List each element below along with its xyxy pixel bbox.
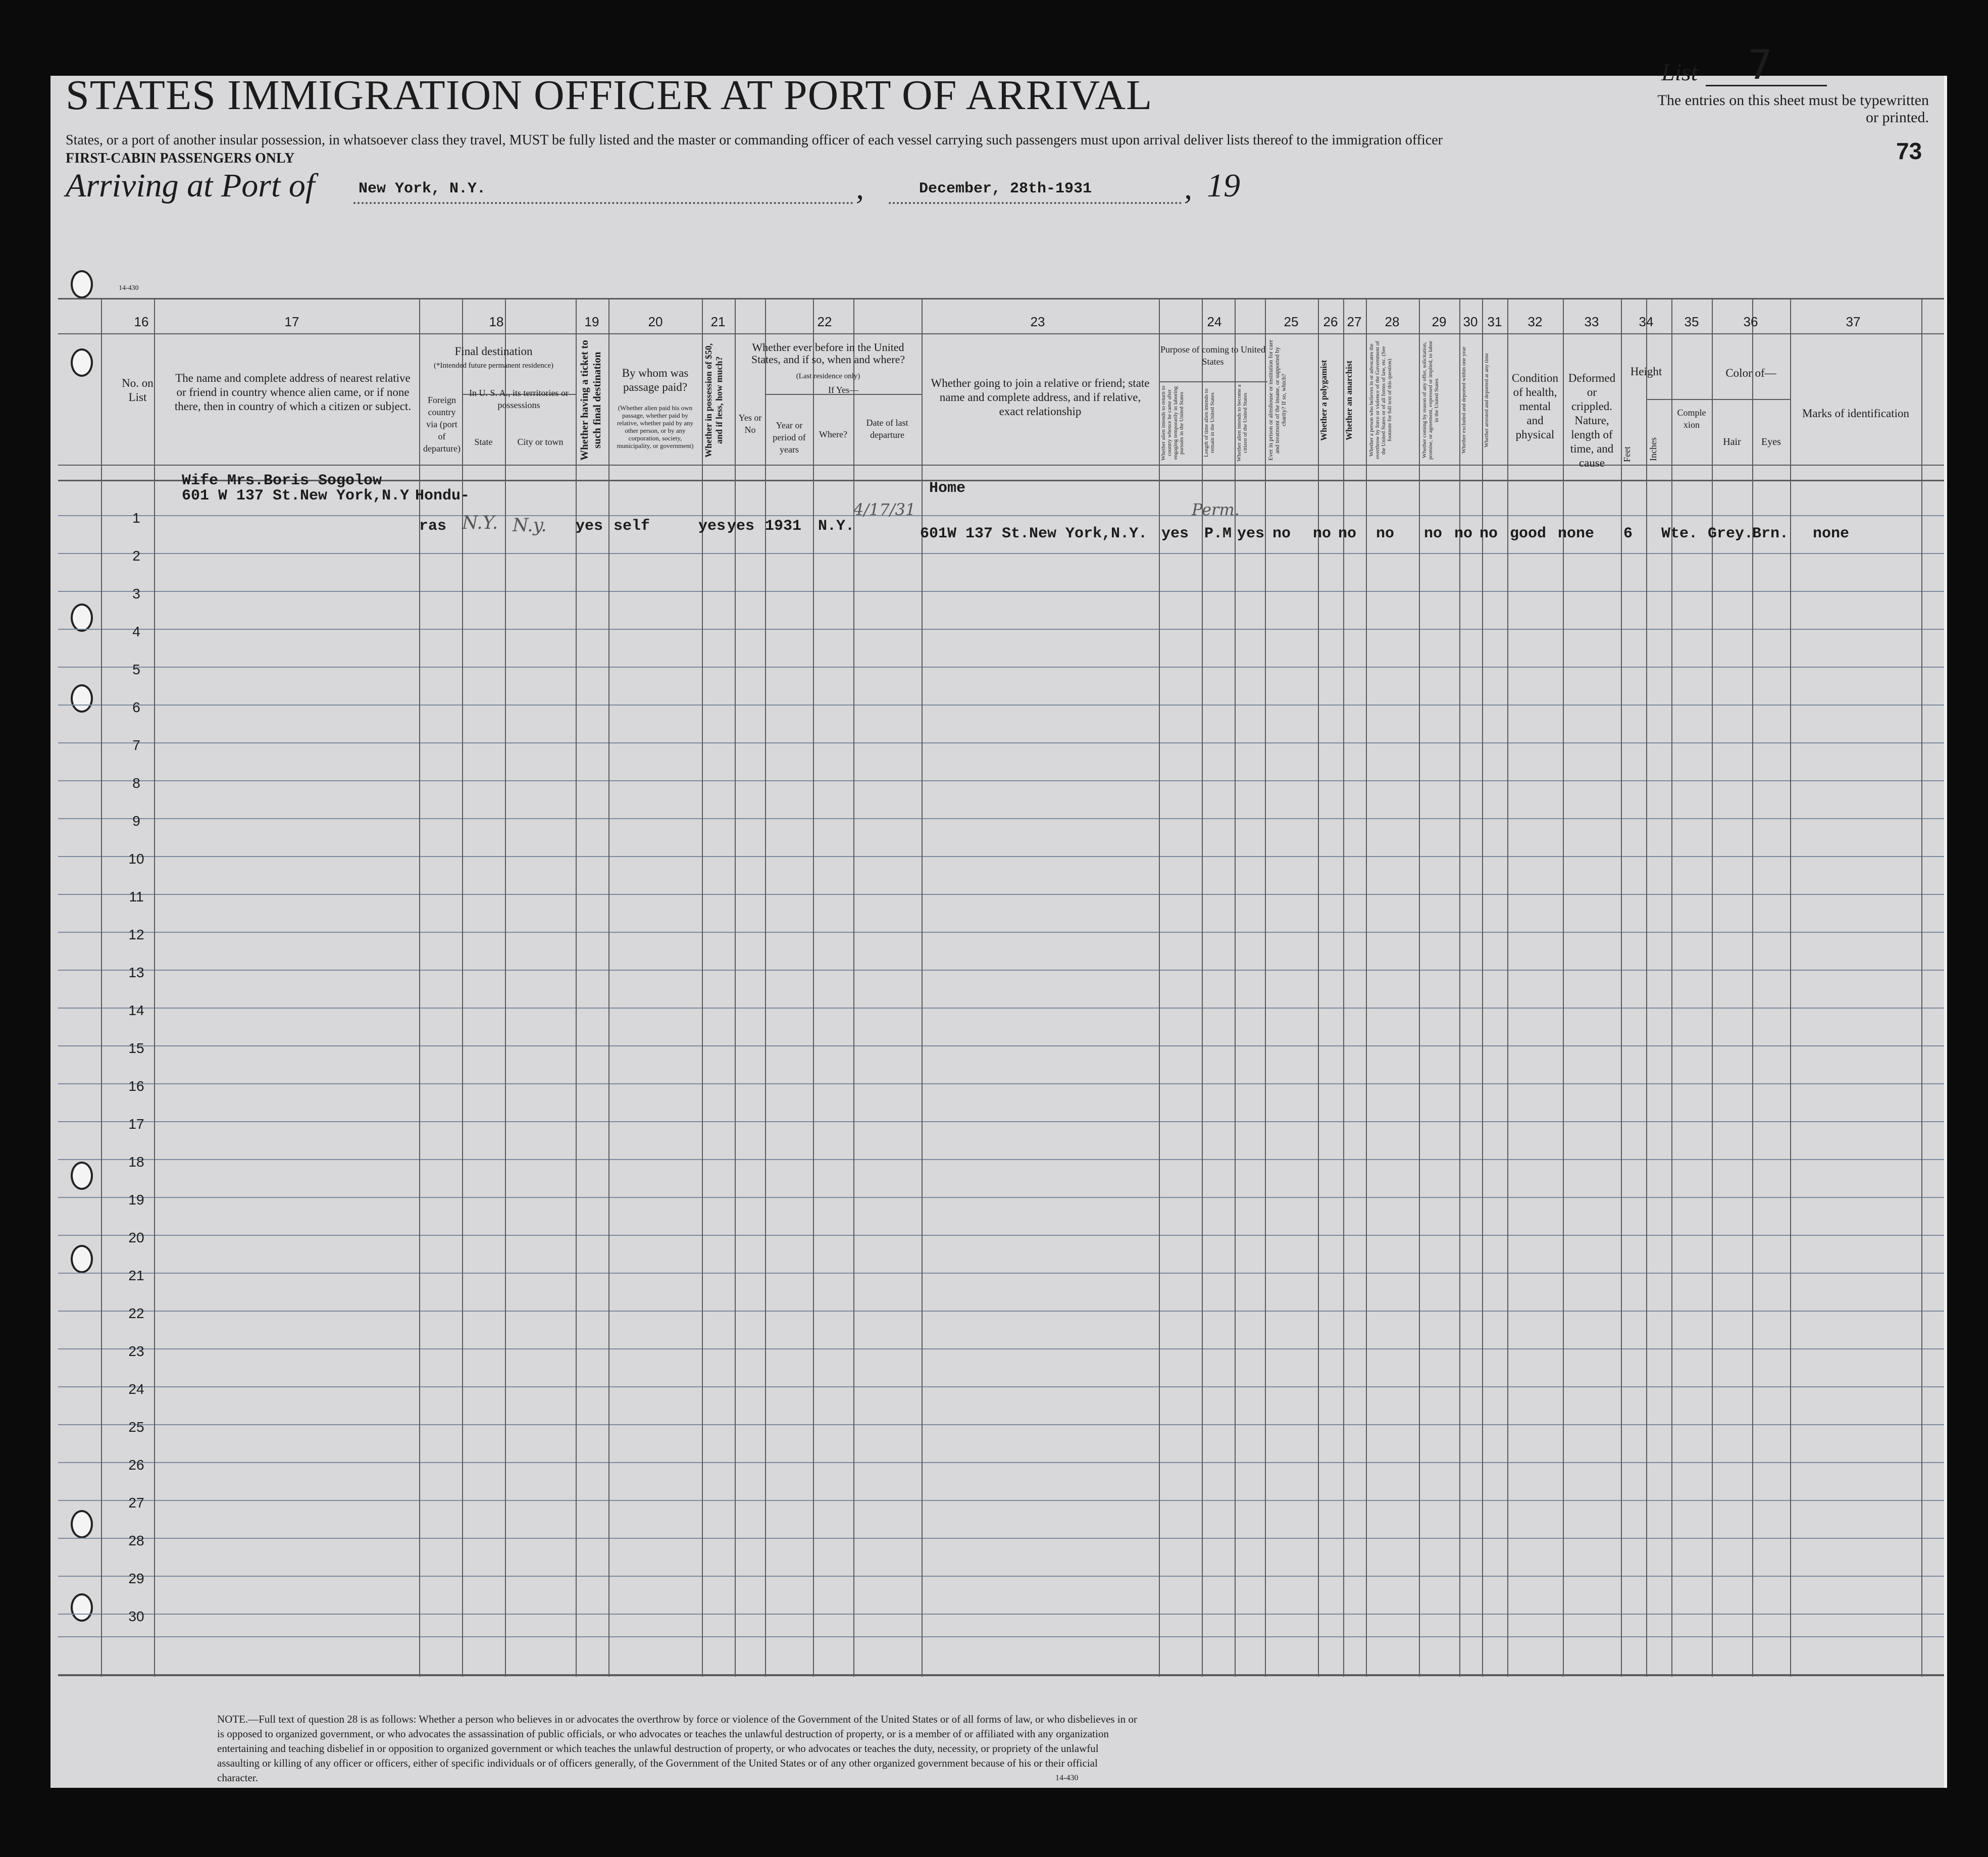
binder-hole [71,1245,93,1273]
arriving-label: Arriving at Port of [66,167,315,204]
column-number: 22 [817,314,832,329]
header-anarchist: Whether an anarchist [1344,360,1354,440]
row-number: 12 [128,927,144,942]
header-passage-paid: By whom was passage paid? [622,367,689,393]
header-if-yes: If Yes— [828,385,858,395]
entry-state-handwritten: N.Y. [462,513,498,533]
column-number: 36 [1743,314,1758,329]
form-instructions: States, or a port of another insular possession, in whatsoever class they travel, MUST be fully listed and the master or commanding officer of each vessel carrying such passengers must upon arrival deliver lists thereof to the immigration officer [66,132,1443,148]
entry-ticket: yes [576,518,603,535]
header-marks: Marks of identification [1802,407,1910,420]
page-title: STATES IMMIGRATION OFFICER AT PORT OF ARRIVAL [66,72,1153,119]
column-number: 19 [584,314,599,329]
row-number: 30 [128,1609,144,1624]
header-height: Height [1630,365,1662,378]
entry-anarchist: no [1338,525,1357,542]
header-q28: Whether a person who believes in or advocates the overthrow by force or violence of the Government of the United States or of all forms of law, etc. (See footnote for full text of this question) [1368,341,1393,460]
entry-feet: 6 [1623,525,1633,542]
column-number: 20 [648,314,663,329]
column-number: 37 [1846,314,1861,329]
binder-hole [71,348,93,377]
row-number: 17 [128,1116,144,1132]
entries-note: The entries on this sheet must be typewritten or printed. [1657,92,1929,126]
cabin-class-label: FIRST-CABIN PASSENGERS ONLY [66,150,295,166]
binder-hole [71,1510,93,1538]
entry-relative-line1: Wife Mrs.Boris Sogolow [182,472,382,489]
header-no-on-list: No. on List [122,377,154,404]
row-number: 18 [128,1154,144,1170]
header-in-usa: In U. S. A., its territories or possessions [469,388,569,410]
header-joining-relative: Whether going to join a relative or friend; state name and complete address, and if relative, exact relationship [931,377,1150,418]
arrival-port: New York, N.Y. [359,180,486,197]
header-relative-address: The name and complete address of nearest relative or friend in country whence alien came, or if none there, then in country of which a citizen or subject. [174,372,412,413]
header-final-destination: Final destination [454,345,533,358]
header-passage-note: (Whether alien paid his own passage, whether paid by relative, whether paid by any other person, or by any corporation, society, municipality, or government) [617,404,694,449]
header-polygamist: Whether a polygamist [1319,360,1329,441]
row-number: 14 [128,1002,144,1018]
header-purpose-citizen: Whether alien intends to become a citizen of the United States [1236,384,1248,462]
column-number: 26 [1323,314,1338,329]
row-number: 13 [128,965,144,980]
entry-complexion: Wte. [1661,525,1698,542]
entry-relative-line2: 601 W 137 St.New York,N.Y [182,487,410,505]
binder-hole [71,1162,93,1190]
header-last-residence: (Last residence only) [796,372,860,380]
row-number: 24 [128,1381,144,1397]
row-number: 26 [128,1457,144,1473]
header-foreign-country: Foreign country via (port of departure) [423,395,461,454]
entry-q31: no [1480,525,1498,542]
header-year: Year or period of years [773,420,806,455]
header-prison: Ever in prison or almshouse or institution for care and treatment of the insane, or supported by charity? If so, which? [1267,339,1287,461]
row-number: 9 [132,813,140,829]
entry-polygamist: no [1313,525,1332,542]
header-deformed: Deformed or crippled. Nature, length of time, and cause [1568,372,1616,469]
header-eyes: Eyes [1761,436,1781,447]
manifest-sheet [50,76,1947,1788]
row-number: 5 [132,662,140,677]
list-label: List [1661,59,1698,86]
row-number: 4 [132,624,140,639]
row-number: 1 [132,510,140,526]
header-city: City or town [517,437,564,447]
row-number: 21 [128,1268,144,1283]
list-underline [1706,85,1827,86]
entry-health: good [1510,525,1547,542]
column-number: 29 [1432,314,1447,329]
row-number: 22 [128,1306,144,1321]
row-number: 3 [132,586,140,601]
column-number: 31 [1487,314,1502,329]
date-dotted-line [889,202,1182,204]
header-state: State [474,437,493,447]
column-number: 35 [1684,314,1699,329]
row-number: 11 [129,889,144,905]
column-number: 30 [1463,314,1478,329]
entry-where: N.Y. [818,518,855,535]
column-number: 28 [1385,314,1400,329]
entry-q30: no [1454,525,1473,542]
header-ticket: Whether having a ticket to such final destination [578,340,603,461]
header-purpose-length: Length of time alien intends to remain in the United States [1203,388,1215,458]
binder-hole [71,1593,93,1622]
entry-marks: none [1813,525,1850,542]
entry-eyes: Brn. [1752,525,1789,542]
header-feet: Feet [1622,446,1632,463]
row-number: 2 [132,548,140,564]
entry-q28: no [1376,525,1395,542]
header-where: Where? [819,429,847,439]
header-last-departure: Date of last departure [866,418,908,440]
header-q29: Whether coming by reason of any offer, solicitation, promise, or agreement, expressed or implied, to labor in the United States [1421,340,1440,460]
row-number: 19 [128,1192,144,1208]
column-number: 34 [1639,314,1654,329]
form-code: 14-430 [119,284,139,292]
header-inches: Inches [1648,437,1658,461]
column-number: 16 [134,314,149,329]
entry-paid-by: self [614,518,650,535]
comma: , [856,170,864,206]
entry-before: yes [727,518,755,535]
entry-deformed: none [1558,525,1595,542]
binder-hole [71,270,93,298]
column-number: 18 [489,314,504,329]
column-number: 23 [1030,314,1045,329]
arrival-date: December, 28th-1931 [919,180,1092,197]
entry-length-handwritten: Perm. [1192,500,1240,519]
row-number: 25 [128,1419,144,1435]
entry-return: yes [1161,525,1189,542]
row-number: 10 [128,851,144,867]
form-code-bottom: 14-430 [1055,1774,1079,1782]
row-number: 20 [128,1230,144,1245]
row-number: 29 [128,1571,144,1586]
row-number: 16 [128,1078,144,1094]
list-number: 7 [1747,41,1773,88]
entry-city-handwritten: N.y. [513,515,547,536]
header-ever-before: Whether ever before in the United States, and if so, when and where? [751,341,905,366]
year-prefix: 19 [1207,167,1240,204]
header-color-of: Color of— [1725,367,1776,379]
column-number: 32 [1527,314,1543,329]
header-complexion: Complexion [1677,408,1706,430]
binder-hole [71,684,93,713]
entry-foreign-country-2: ras [419,518,447,535]
header-final-destination-note: (*Intended future permanent residence) [434,362,553,370]
header-hair: Hair [1723,436,1741,447]
entry-hair: Grey. [1708,525,1754,542]
column-number: 17 [284,314,299,329]
entry-joining-line2: 601W 137 St.New York,N.Y. [920,525,1148,542]
header-purpose: Purpose of coming to United States [1160,344,1265,367]
footnote-question-28: NOTE.—Full text of question 28 is as follows: Whether a person who believes in or advocates the overthrow by force or violence of the Government of the United States or of all forms of law, or who disbelieves in or is opposed to organized government, or who advocates the assassination of public officials, or who advocates or teaches the unlawful destruction of property, or is a member of or affiliated with any organization entertaining and teaching disbelief in or opposition to organized government or which teaches the unlawful destruction of property, or who advocates or teaches the duty, necessity, or propriety of the unlawful assaulting or killing of any officer or officers, either of specific individuals or of officers generally, of the Government of the United States or of any other organized government because of his or their official character. [217,1713,1137,1784]
row-number: 23 [128,1343,144,1359]
entry-fifty: yes [698,518,726,535]
entry-length: P.M [1204,525,1232,542]
row-number: 7 [132,737,140,753]
column-number: 21 [710,314,726,329]
row-number: 28 [128,1533,144,1548]
row-number: 15 [128,1040,144,1056]
entry-prison: no [1272,525,1291,542]
header-health: Condition of health, mental and physical [1511,372,1558,441]
header-q31: Whether arrested and deported at any time [1484,353,1490,447]
comma: , [1184,170,1192,206]
entry-q29: no [1424,525,1443,542]
page-number: 73 [1896,138,1922,164]
entry-departure-date-handwritten: 4/17/31 [853,500,916,519]
row-number: 27 [128,1495,144,1511]
column-number: 33 [1584,314,1599,329]
column-number: 25 [1284,314,1299,329]
entry-year: 1931 [765,518,802,535]
row-number: 6 [132,699,140,715]
column-number: 27 [1347,314,1362,329]
row-number: 8 [132,775,140,791]
column-number: 24 [1207,314,1222,329]
header-yes-no: Yes or No [738,413,762,435]
entry-foreign-country-1: Hondu- [415,487,470,505]
binder-hole [71,604,93,632]
port-dotted-line [353,202,853,204]
header-fifty-dollars: Whether in possession of $50, and if less, how much? [703,343,724,458]
header-purpose-return: Whether alien intends to return to country whence he came after engaging temporarily in laboring pursuits in the United States [1160,385,1185,461]
entry-joining-line1: Home [929,480,966,497]
header-q30: Whether excluded and deported within one year [1461,346,1467,454]
entry-citizen: yes [1237,525,1265,542]
